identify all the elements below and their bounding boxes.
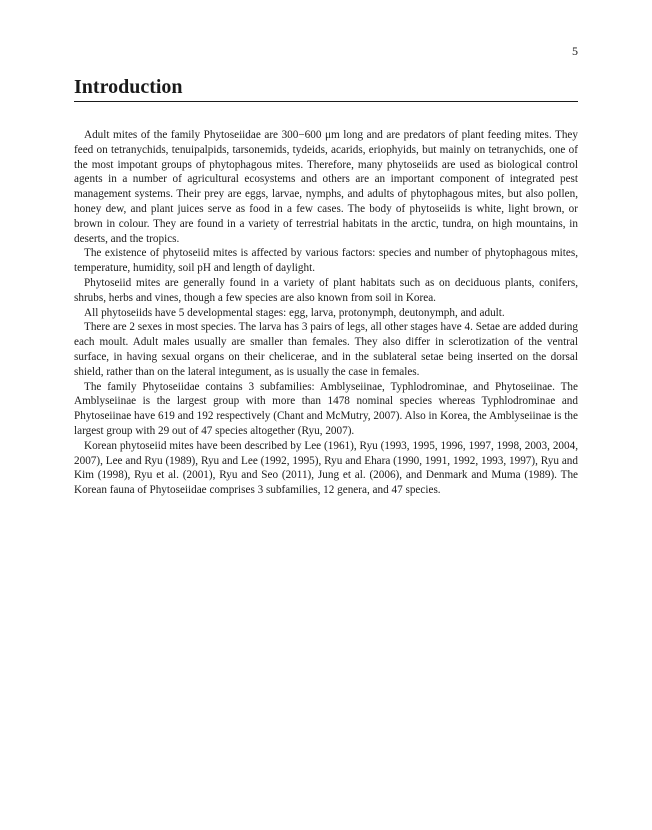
section-title: Introduction [74,75,578,102]
paragraph: Korean phytoseiid mites have been described by Lee (1961), Ryu (1993, 1995, 1996, 1997, 1998, 2003, 2004, 2007), Lee and Ryu (1989), Ryu and Lee (1992, 1995), Ryu and Ehara (1990, 1991, 1992, 1993, 1997), Ryu and Kim (1998), Ryu et al. (2001), Ryu and Seo (2011), Jung et al. (2006), and Denmark and Muma (1989). The Korean fauna of Phytoseiidae comprises 3 subfamilies, 12 genera, and 47 species. [74,439,578,497]
paragraph: Adult mites of the family Phytoseiidae are 300−600 μm long and are predators of plant feeding mites. They feed on tetranychids, tenuipalpids, tarsonemids, tydeids, acarids, eriophyids, but mainly on tetranychids, one of the most impotant groups of phytophagous mites. Therefore, many phytoseiids are used as biological control agents in a number of agricultural ecosystems and others are an important component of integrated pest management systems. Their prey are eggs, larvae, nymphs, and adults of phytophagous mites, but also pollen, honey dew, and plant juices serve as food in a few cases. The body of phytoseiids is white, light brown, or brown in colour. They are found in a variety of terrestrial habitats in the arctic, tundra, on high mountains, in deserts, and the tropics. [74,129,578,245]
paragraph: Phytoseiid mites are generally found in a variety of plant habitats such as on deciduous plants, conifers, shrubs, herbs and vines, though a few species are also known from soil in Korea. [74,276,578,304]
paragraph: The family Phytoseiidae contains 3 subfamilies: Amblyseiinae, Typhlodrominae, and Phytoseiinae. The Amblyseiinae is the largest group with more than 1478 nominal species whereas Typhlodrominae and Phytoseiinae have 619 and 192 respectively (Chant and McMutry, 2007). Also in Korea, the Amblyseiinae is the largest group with 29 out of 47 species altogether (Ryu, 2007). [74,380,578,437]
paragraph: All phytoseiids have 5 developmental stages: egg, larva, protonymph, deutonymph, and adult. [84,306,505,319]
page-number: 5 [572,44,578,58]
body-text [74,128,578,498]
paragraph: The existence of phytoseiid mites is affected by various factors: species and number of phytophagous mites, temperature, humidity, soil pH and length of daylight. [74,247,578,275]
paragraph: There are 2 sexes in most species. The larva has 3 pairs of legs, all other stages have 4. Setae are added during each moult. Adult males usually are smaller than females. They also differ in sclerotization of the ventral surface, in having sexual organs on their chelicerae, and in the sublateral setae being inserted on the dorsal shield, rather than on the lateral integument, as is usually the case in females. [74,321,578,378]
